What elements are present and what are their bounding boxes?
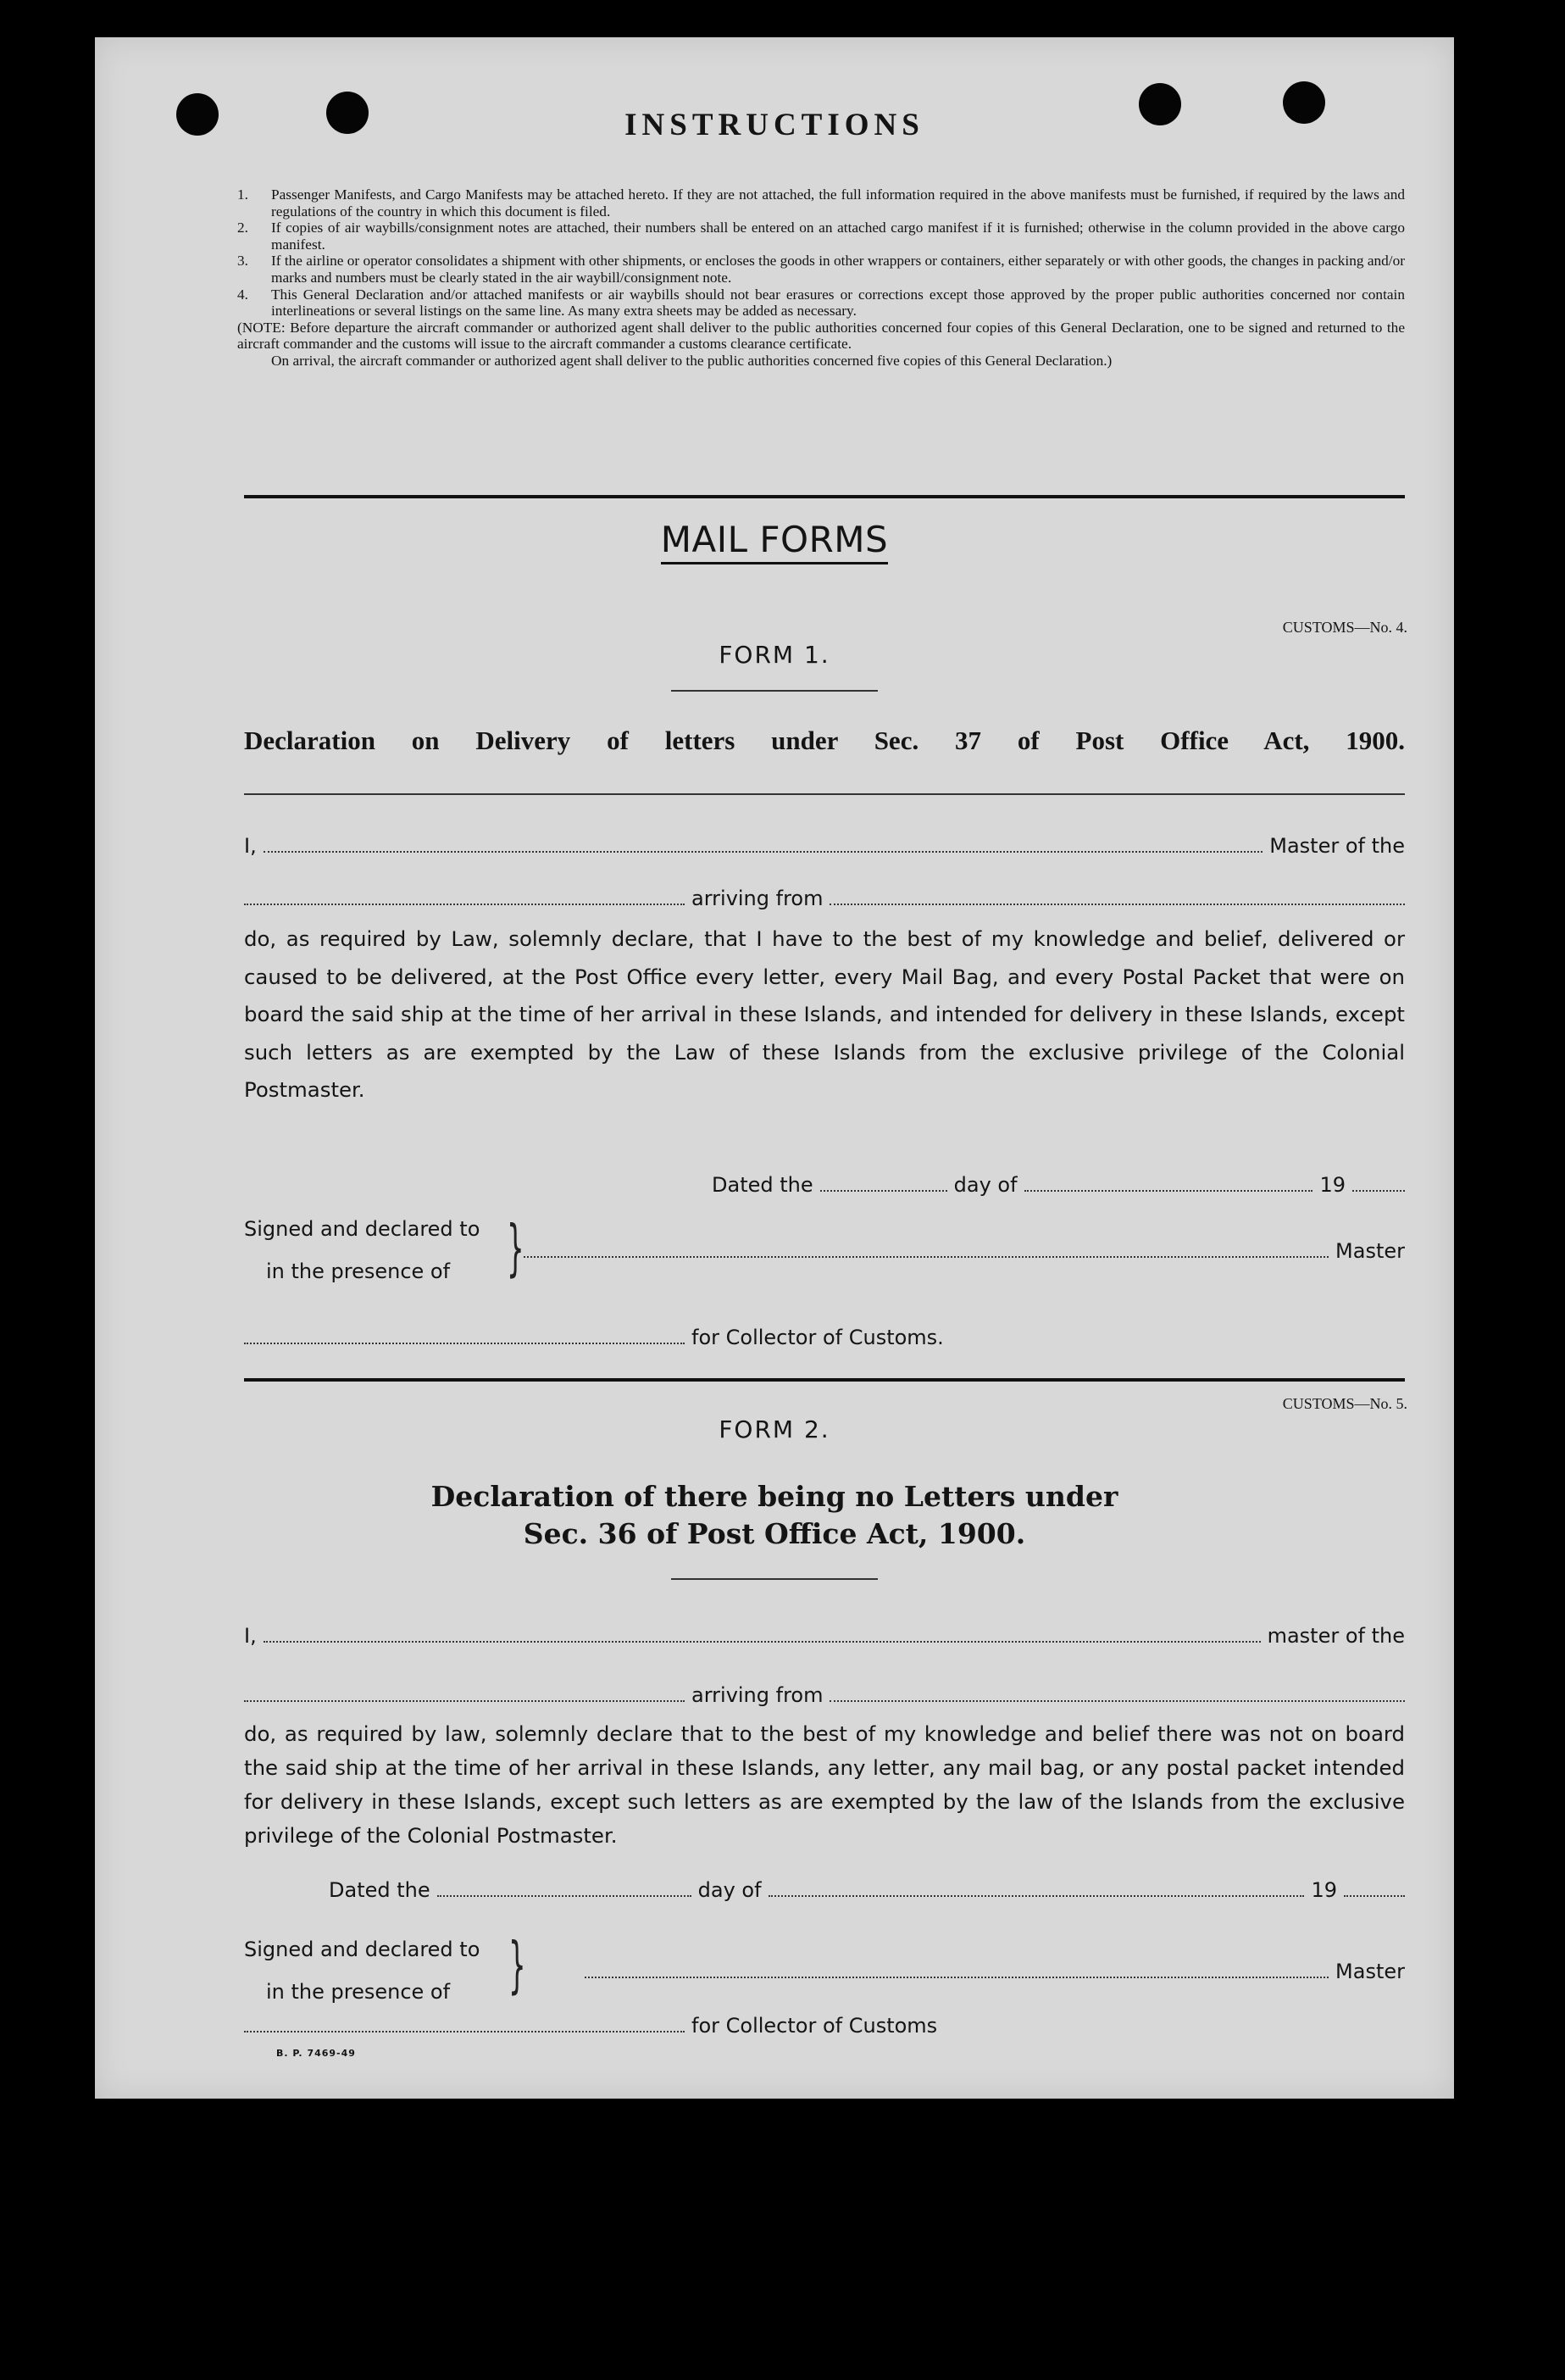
form2-arriving-from-field[interactable] <box>830 1699 1405 1702</box>
form2-customs-number: CUSTOMS—No. 5. <box>1282 1395 1407 1412</box>
form2-brace: } <box>508 1929 526 2000</box>
form1-label-underline <box>671 690 878 692</box>
form2-year-label: 19 <box>1311 1878 1337 1902</box>
form2-label: FORM 2. <box>719 1415 830 1443</box>
form2-collector-signature-field[interactable] <box>244 2030 685 2032</box>
instructions-note <box>237 320 1405 370</box>
form2-collector-label: for Collector of Customs <box>691 2014 938 2038</box>
instruction-text: If copies of air waybills/consignment notes are attached, their numbers shall be entered on an attached cargo manifest if it is furnished; otherwise in the column provided in the above cargo manifest. <box>271 220 1405 253</box>
form2-master-of-label: master of the <box>1267 1624 1405 1648</box>
form1-master-of-label: Master of the <box>1269 834 1405 858</box>
note-arrival: On arrival, the aircraft commander or authorized agent shall deliver to the public authorities concerned five copies of this General Declaration.) <box>271 352 1113 369</box>
form2-date-field[interactable] <box>437 1894 691 1897</box>
instruction-number: 3. <box>237 253 248 270</box>
form2-master-name-field[interactable] <box>264 1640 1261 1643</box>
section-divider <box>244 495 1405 498</box>
form1-collector-line <box>244 1326 973 1349</box>
form1-month-field[interactable] <box>1024 1189 1313 1192</box>
form2-dated-line <box>329 1878 1405 1902</box>
form1-master-signature-field[interactable] <box>524 1255 1329 1258</box>
instructions-list <box>237 186 1405 370</box>
form2-dated-label: Dated the <box>329 1878 430 1902</box>
instruction-number: 4. <box>237 286 248 303</box>
form1-collector-label: for Collector of Customs. <box>691 1326 944 1349</box>
form1-master-signature-line <box>524 1239 1405 1263</box>
form2-i-label: I, <box>244 1624 257 1648</box>
form1-dated-label: Dated the <box>712 1173 813 1197</box>
form1-signed-label: Signed and declared to <box>244 1217 480 1241</box>
form1-arriving-label: arriving from <box>691 887 824 910</box>
form1-arriving-from-field[interactable] <box>830 903 1405 905</box>
mail-forms-title: MAIL FORMS <box>95 519 1454 560</box>
instruction-item <box>237 286 1405 320</box>
form1-year-field[interactable] <box>1352 1189 1405 1192</box>
form1-arriving-line <box>244 887 1405 910</box>
form1-master-label: Master <box>1335 1239 1405 1263</box>
form1-ship-name-field[interactable] <box>244 903 685 905</box>
section-divider <box>244 1378 1405 1382</box>
declaration-sheet <box>95 37 1454 2099</box>
form2-heading <box>95 1478 1454 1553</box>
instructions-title: INSTRUCTIONS <box>624 108 924 142</box>
form1-brace: } <box>507 1212 524 1283</box>
form2-collector-line <box>244 2014 1041 2038</box>
form2-master-signature-field[interactable] <box>585 1976 1329 1978</box>
form2-signed-label: Signed and declared to <box>244 1938 480 1961</box>
form2-year-field[interactable] <box>1344 1894 1405 1897</box>
instruction-number: 2. <box>237 220 248 236</box>
form1-heading: Declaration on Delivery of letters under Sec. 37 of Post Office Act, 1900. <box>244 726 1405 755</box>
form1-label: FORM 1. <box>719 641 830 669</box>
instruction-item <box>237 186 1405 220</box>
form1-year-label: 19 <box>1319 1173 1346 1197</box>
form1-collector-signature-field[interactable] <box>244 1342 685 1344</box>
form1-day-of-label: day of <box>953 1173 1018 1197</box>
form1-date-field[interactable] <box>820 1189 947 1192</box>
form1-master-name-field[interactable] <box>264 850 1263 853</box>
instruction-text: If the airline or operator consolidates a shipment with other shipments, or encloses the goods in other wrappers or containers, either separately or with other goods, the changes in packing and/or marks and numbers must be clearly stated in the air waybill/consignment note. <box>271 253 1405 286</box>
form2-master-signature-line <box>585 1960 1405 1983</box>
form1-presence-label: in the presence of <box>266 1260 451 1283</box>
note-departure: (NOTE: Before departure the aircraft commander or authorized agent shall deliver to the public authorities concerned four copies of this General Declaration, one to be signed and returned to the aircraft commander and the customs will issue to the aircraft commander a customs clearance certificate. <box>237 319 1405 353</box>
instruction-text: Passenger Manifests, and Cargo Manifests may be attached hereto. If they are not attached, the full information required in the above manifests must be furnished, if required by the laws and regulations of the country in which this document is filed. <box>271 186 1405 220</box>
form2-month-field[interactable] <box>769 1894 1305 1897</box>
instruction-text: This General Declaration and/or attached manifests or air waybills should not bear erasures or corrections except those approved by the proper public authorities concerned nor contain interlineations or several listings on the same line. As many extra sheets may be added as necessary. <box>271 286 1405 320</box>
form1-declaration-text: do, as required by Law, solemnly declare, that I have to the best of my knowledge and belief, delivered or caused to be delivered, at the Post Office every letter, every Mail Bag, and every Postal Packet that were on board the said ship at the time of her arrival in these Islands, and intended for delivery in these Islands, except such letters as are exempted by the Law of these Islands from the exclusive privilege of the Colonial Postmaster. <box>244 926 1405 1102</box>
form2-heading-underline <box>671 1578 878 1580</box>
form2-day-of-label: day of <box>697 1878 762 1902</box>
print-code: B. P. 7469-49 <box>276 2048 356 2059</box>
form1-heading-rule <box>244 793 1405 795</box>
form2-arriving-label: arriving from <box>691 1683 824 1707</box>
form2-heading-line1: Declaration of there being no Letters under <box>430 1480 1118 1513</box>
instruction-number: 1. <box>237 186 248 203</box>
form1-customs-number: CUSTOMS—No. 4. <box>1282 619 1407 636</box>
form2-master-label: Master <box>1335 1960 1405 1983</box>
form2-arriving-line <box>244 1683 1405 1707</box>
form2-declaration-text: do, as required by law, solemnly declare that to the best of my knowledge and belief there was not on board the said ship at the time of her arrival in these Islands, any letter, any mail bag, or any postal packet intended for delivery in these Islands, except such letters as are exempted by the law of the Islands from the exclusive privilege of the Colonial Postmaster. <box>244 1721 1405 1848</box>
instruction-item <box>237 220 1405 253</box>
instruction-item <box>237 253 1405 286</box>
form2-presence-label: in the presence of <box>266 1980 451 2004</box>
form1-dated-line <box>712 1173 1405 1197</box>
form1-master-line <box>244 834 1405 858</box>
form2-heading-line2: Sec. 36 of Post Office Act, 1900. <box>523 1517 1026 1550</box>
form2-master-line <box>244 1624 1405 1648</box>
form2-ship-name-field[interactable] <box>244 1699 685 1702</box>
form1-i-label: I, <box>244 834 257 858</box>
